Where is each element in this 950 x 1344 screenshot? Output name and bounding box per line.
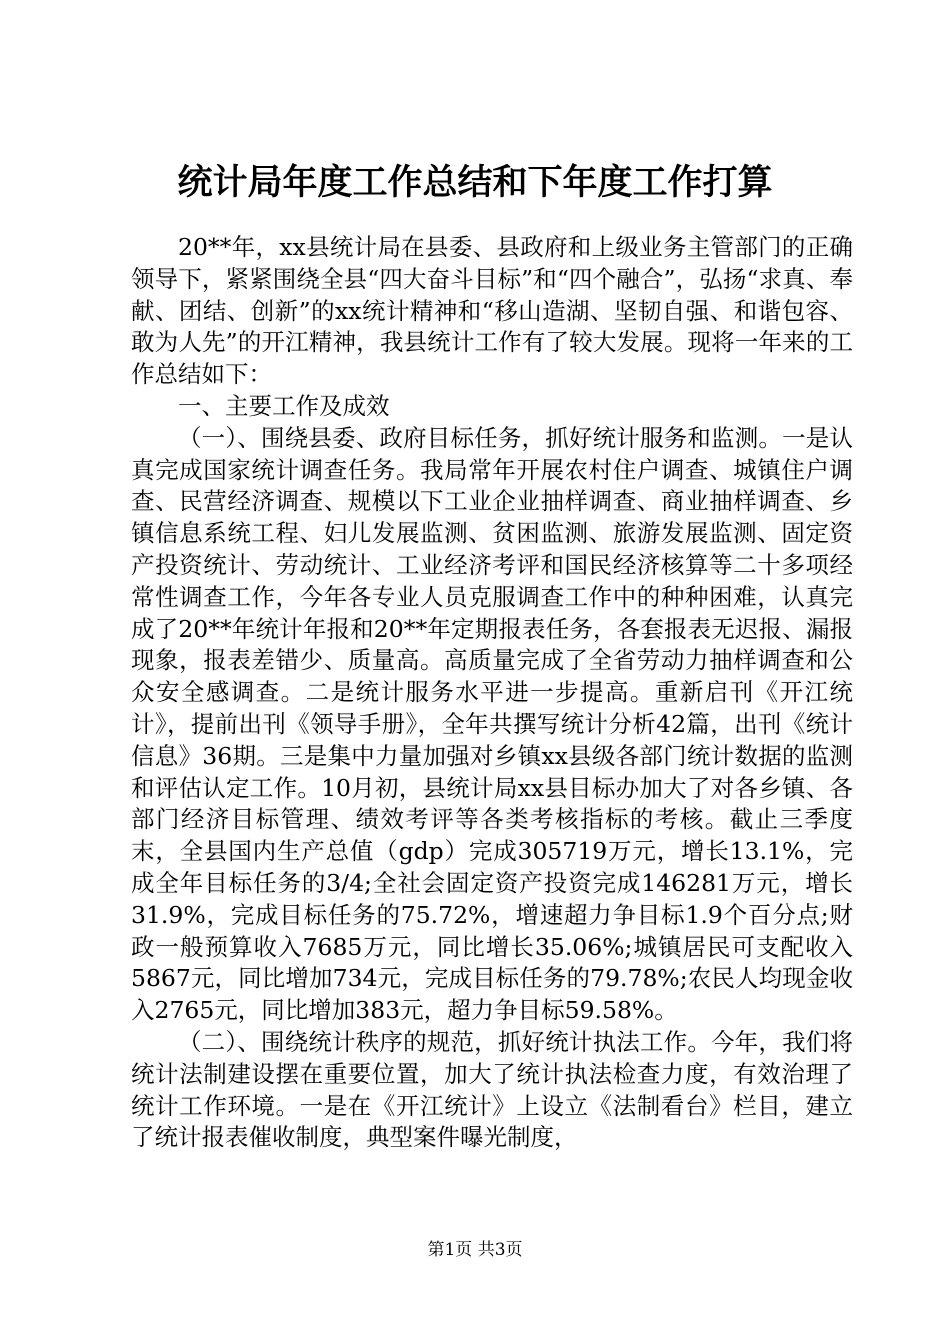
paragraph-statistics-service: （一）、围绕县委、政府目标任务，抓好统计服务和监测。一是认真完成国家统计调查任务。我局常年开展农村住户调查、城镇住户调查、民营经济调查、规模以下工业企业抽样调查、商业抽样调查、乡镇信息系统工程、妇儿发展监测、贫困监测、旅游发展监测、固定资产投资统计、劳动统计、工业经济考评和国民经济核算等二十多项经常性调查工作，今年各专业人员克服调查工作中的种种困难，认真完成了20**年统计年报和20**年定期报表任务，各套报表无迟报、漏报现象，报表差错少、质量高。高质量完成了全省劳动力抽样调查和公众安全感调查。二是统计服务水平进一步提高。重新启刊《开江统计》，提前出刊《领导手册》，全年共撰写统计分析42篇，出刊《统计信息》36期。三是集中力量加强对乡镇xx县级各部门统计数据的监测和评估认定工作。10月初，县统计局xx县目标办加大了对各乡镇、各部门经济目标管理、绩效考评等各类考核指标的考核。截止三季度末，全县国内生产总值（gdp）完成305719万元，增长13.1%，完成全年目标任务的3/4;全社会固定资产投资完成146281万元，增长31.9%，完成目标任务的75.72%，增速超力争目标1.9个百分点;财政一般预算收入7685万元，同比增长35.06%;城镇居民可支配收入5867元，同比增加734元，完成目标任务的79.78%;农民人均现金收入2765元，同比增加383元，超力争目标59.58%。 bbox=[131, 423, 853, 1025]
paragraph-law-enforcement: （二）、围绕统计秩序的规范，抓好统计执法工作。今年，我们将统计法制建设摆在重要位置，加大了统计执法检查力度，有效治理了统计工作环境。一是在《开江统计》上设立《法制看台》栏目，建立了统计报表催收制度，典型案件曝光制度， bbox=[131, 1027, 853, 1152]
document-title: 统计局年度工作总结和下年度工作打算 bbox=[177, 162, 773, 203]
document-body bbox=[131, 232, 853, 1154]
section-heading-main-work: 一、主要工作及成效 bbox=[178, 391, 390, 420]
paragraph-intro: 20**年，xx县统计局在县委、县政府和上级业务主管部门的正确领导下，紧紧围绕全县“四大奋斗目标”和“四个融合”，弘扬“求真、奉献、团结、创新”的xx统计精神和“移山造湖、坚韧自强、和谐包容、敢为人先”的开江精神，我县统计工作有了较大发展。现将一年来的工作总结如下： bbox=[131, 233, 853, 389]
page-footer: 第1页 共3页 bbox=[427, 1240, 523, 1260]
